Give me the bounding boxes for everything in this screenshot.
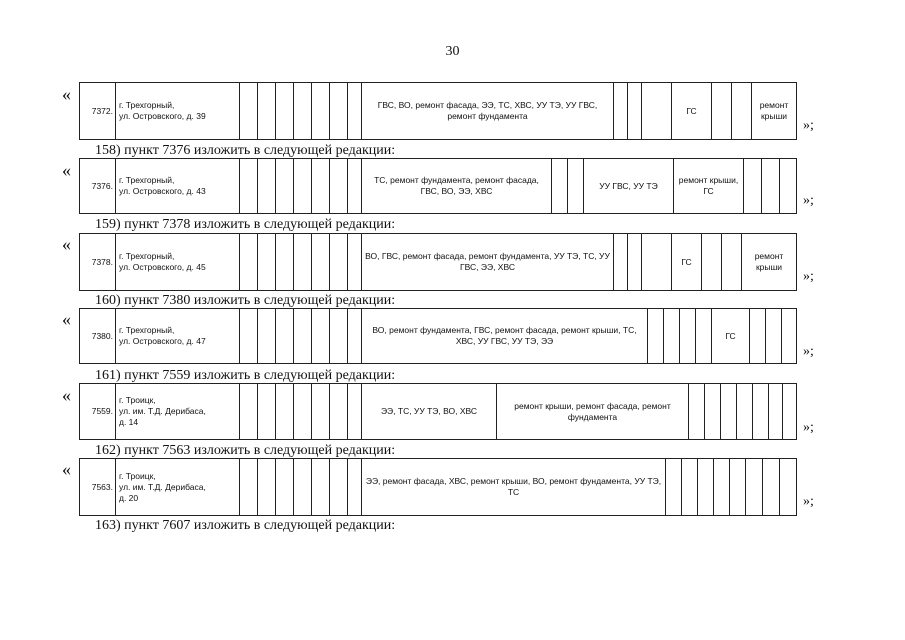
empty-cell bbox=[239, 384, 257, 439]
address-cell bbox=[115, 384, 239, 439]
empty-cell bbox=[663, 309, 679, 363]
open-quote: « bbox=[62, 309, 71, 329]
empty-cell bbox=[311, 234, 329, 290]
open-quote: « bbox=[62, 234, 71, 254]
empty-cell bbox=[329, 384, 347, 439]
address-cell bbox=[115, 309, 239, 363]
open-quote: « bbox=[62, 160, 71, 180]
item-number: 7378. bbox=[91, 256, 113, 267]
work-list-cell: ремонт крыши, ремонт фасада, ремонт фундамента bbox=[496, 384, 688, 439]
work-list-cell: ремонт крыши bbox=[741, 234, 796, 290]
empty-cell bbox=[347, 159, 361, 213]
address-city: г. Трехгорный, bbox=[119, 100, 175, 110]
table-row bbox=[79, 233, 797, 291]
address-street: ул. Островского, д. 43 bbox=[119, 186, 206, 196]
item-number: 7376. bbox=[91, 180, 113, 191]
empty-cell bbox=[257, 309, 275, 363]
work-list-cell: УУ ГВС, УУ ТЭ bbox=[583, 159, 673, 213]
work-list-cell: ремонт крыши, ГС bbox=[673, 159, 743, 213]
work-list-cell: ГС bbox=[671, 234, 701, 290]
empty-cell bbox=[567, 159, 583, 213]
table-row bbox=[79, 458, 797, 516]
work-list-cell: ЭЭ, ремонт фасада, ХВС, ремонт крыши, ВО, ремонт фундамента, УУ ТЭ, ТС bbox=[361, 459, 665, 515]
section-heading: 160) пункт 7380 изложить в следующей редакции: bbox=[95, 293, 396, 308]
empty-cell bbox=[329, 83, 347, 139]
empty-cell bbox=[293, 384, 311, 439]
empty-cell bbox=[347, 234, 361, 290]
empty-cell bbox=[762, 459, 779, 515]
empty-cell bbox=[768, 384, 782, 439]
item-number: 7372. bbox=[91, 105, 113, 116]
empty-cell bbox=[720, 384, 736, 439]
empty-cell bbox=[275, 83, 293, 139]
empty-cell bbox=[613, 234, 627, 290]
empty-cell bbox=[293, 234, 311, 290]
empty-cell bbox=[704, 384, 720, 439]
close-quote: »; bbox=[803, 420, 814, 435]
item-number: 7559. bbox=[91, 406, 113, 416]
empty-cell bbox=[729, 459, 745, 515]
empty-cell bbox=[311, 459, 329, 515]
empty-cell bbox=[721, 234, 741, 290]
empty-cell bbox=[329, 234, 347, 290]
close-quote: »; bbox=[803, 269, 814, 284]
address-cell bbox=[115, 459, 239, 515]
address-city: г. Трехгорный, bbox=[119, 175, 175, 185]
empty-cell bbox=[275, 384, 293, 439]
empty-cell bbox=[239, 459, 257, 515]
empty-cell bbox=[239, 234, 257, 290]
close-quote: »; bbox=[803, 118, 814, 133]
address-city: г. Трехгорный, bbox=[119, 325, 175, 335]
address-cell bbox=[115, 234, 239, 290]
empty-cell bbox=[627, 83, 641, 139]
work-list-cell: ТС, ремонт фундамента, ремонт фасада, ГВС, ВО, ЭЭ, ХВС bbox=[361, 159, 551, 213]
work-list-cell: ремонт крыши bbox=[751, 83, 796, 139]
table-row bbox=[79, 308, 797, 364]
empty-cell bbox=[701, 234, 721, 290]
empty-cell bbox=[293, 159, 311, 213]
open-quote: « bbox=[62, 459, 71, 479]
empty-cell bbox=[311, 83, 329, 139]
empty-cell bbox=[239, 159, 257, 213]
open-quote: « bbox=[62, 84, 71, 104]
empty-cell bbox=[665, 459, 681, 515]
empty-cell bbox=[613, 83, 627, 139]
item-number: 7563. bbox=[91, 481, 113, 492]
empty-cell bbox=[257, 159, 275, 213]
address-city: г. Троицк, bbox=[119, 395, 156, 405]
section-heading: 162) пункт 7563 изложить в следующей редакции: bbox=[95, 443, 396, 458]
empty-cell bbox=[257, 234, 275, 290]
work-list-cell: ГС bbox=[671, 83, 711, 139]
empty-cell bbox=[275, 309, 293, 363]
empty-cell bbox=[711, 83, 731, 139]
section-heading: 159) пункт 7378 изложить в следующей редакции: bbox=[95, 217, 396, 232]
empty-cell bbox=[779, 159, 796, 213]
close-quote: »; bbox=[803, 344, 814, 359]
address-street: ул. Островского, д. 39 bbox=[119, 111, 206, 121]
empty-cell bbox=[641, 83, 671, 139]
close-quote: »; bbox=[803, 193, 814, 208]
empty-cell bbox=[749, 309, 765, 363]
work-list-cell: ЭЭ, ТС, УУ ТЭ, ВО, ХВС bbox=[361, 384, 496, 439]
empty-cell bbox=[782, 384, 796, 439]
address-street: ул. им. Т.Д. Дерибаса, bbox=[119, 406, 206, 416]
address-city: г. Трехгорный, bbox=[119, 251, 175, 261]
empty-cell bbox=[745, 459, 762, 515]
empty-cell bbox=[293, 459, 311, 515]
empty-cell bbox=[679, 309, 695, 363]
empty-cell bbox=[731, 83, 751, 139]
empty-cell bbox=[781, 309, 796, 363]
empty-cell bbox=[293, 309, 311, 363]
work-list-cell: ВО, ГВС, ремонт фасада, ремонт фундамента, УУ ТЭ, ТС, УУ ГВС, ЭЭ, ХВС bbox=[361, 234, 613, 290]
empty-cell bbox=[551, 159, 567, 213]
empty-cell bbox=[779, 459, 796, 515]
empty-cell bbox=[761, 159, 779, 213]
section-heading: 161) пункт 7559 изложить в следующей редакции: bbox=[95, 368, 396, 383]
empty-cell bbox=[239, 83, 257, 139]
table-row bbox=[79, 82, 797, 140]
empty-cell bbox=[257, 459, 275, 515]
empty-cell bbox=[293, 83, 311, 139]
empty-cell bbox=[329, 309, 347, 363]
empty-cell bbox=[695, 309, 711, 363]
work-list-cell: ВО, ремонт фундамента, ГВС, ремонт фасада, ремонт крыши, ТС, ХВС, УУ ГВС, УУ ТЭ, ЭЭ bbox=[361, 309, 647, 363]
empty-cell bbox=[688, 384, 704, 439]
empty-cell bbox=[275, 234, 293, 290]
table-row bbox=[79, 383, 797, 440]
empty-cell bbox=[311, 159, 329, 213]
address-house: д. 14 bbox=[119, 417, 139, 427]
close-quote: »; bbox=[803, 494, 814, 509]
empty-cell bbox=[347, 459, 361, 515]
page-number: 30 bbox=[445, 44, 460, 59]
work-list-cell: ГВС, ВО, ремонт фасада, ЭЭ, ТС, ХВС, УУ ТЭ, УУ ГВС, ремонт фундамента bbox=[361, 83, 613, 139]
empty-cell bbox=[275, 459, 293, 515]
empty-cell bbox=[311, 384, 329, 439]
empty-cell bbox=[257, 83, 275, 139]
section-heading: 158) пункт 7376 изложить в следующей редакции: bbox=[95, 143, 396, 158]
empty-cell bbox=[641, 234, 671, 290]
empty-cell bbox=[743, 159, 761, 213]
section-heading: 163) пункт 7607 изложить в следующей редакции: bbox=[95, 518, 396, 533]
item-number: 7380. bbox=[91, 330, 113, 341]
empty-cell bbox=[239, 309, 257, 363]
work-list-cell: ГС bbox=[711, 309, 749, 363]
empty-cell bbox=[647, 309, 663, 363]
open-quote: « bbox=[62, 385, 71, 405]
address-city: г. Троицк, bbox=[119, 470, 156, 481]
empty-cell bbox=[275, 159, 293, 213]
empty-cell bbox=[329, 459, 347, 515]
empty-cell bbox=[347, 83, 361, 139]
empty-cell bbox=[681, 459, 697, 515]
empty-cell bbox=[697, 459, 713, 515]
empty-cell bbox=[627, 234, 641, 290]
address-cell bbox=[115, 159, 239, 213]
empty-cell bbox=[311, 309, 329, 363]
empty-cell bbox=[257, 384, 275, 439]
address-street: ул. Островского, д. 45 bbox=[119, 262, 206, 272]
address-street: ул. Островского, д. 47 bbox=[119, 336, 206, 346]
empty-cell bbox=[329, 159, 347, 213]
empty-cell bbox=[736, 384, 752, 439]
empty-cell bbox=[713, 459, 729, 515]
table-row bbox=[79, 158, 797, 214]
empty-cell bbox=[347, 384, 361, 439]
address-street: ул. им. Т.Д. Дерибаса, bbox=[119, 481, 206, 492]
address-house: д. 20 bbox=[119, 492, 139, 503]
address-cell bbox=[115, 83, 239, 139]
empty-cell bbox=[347, 309, 361, 363]
empty-cell bbox=[765, 309, 781, 363]
empty-cell bbox=[752, 384, 768, 439]
